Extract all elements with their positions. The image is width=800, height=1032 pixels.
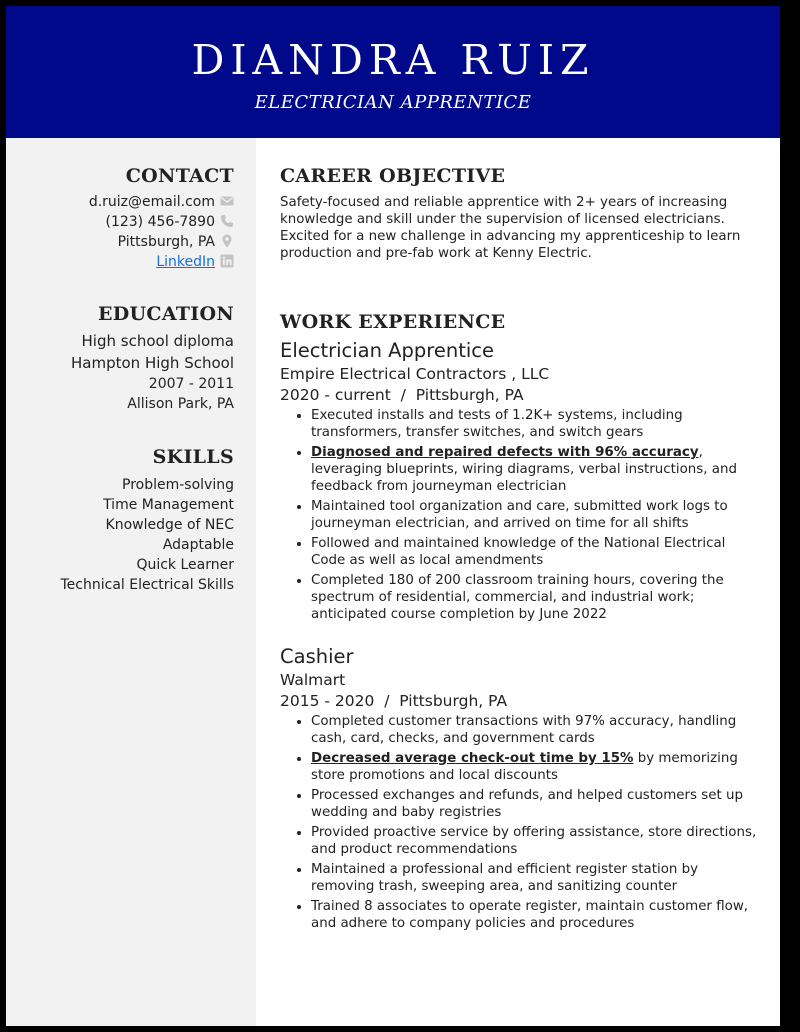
job-bullet [311, 787, 760, 821]
job-bullet [311, 824, 760, 858]
education-location: Allison Park, PA [127, 396, 234, 412]
education-heading: EDUCATION [98, 303, 234, 325]
education-section [14, 302, 234, 414]
job-bullet [311, 750, 760, 784]
bullet-highlight: Diagnosed and repaired defects with 96% accuracy [311, 445, 699, 460]
job-entry [280, 645, 760, 935]
skills-heading: SKILLS [152, 446, 234, 468]
job-bullet [311, 407, 760, 441]
job-title: Electrician Apprentice [280, 339, 495, 362]
bullet-text: Processed exchanges and refunds, and helped customers set up wedding and baby registries [311, 788, 743, 820]
job-company: Walmart [280, 671, 346, 689]
skill-item: Technical Electrical Skills [60, 577, 234, 593]
job-bullets [280, 713, 760, 932]
contact-location [14, 232, 234, 252]
education-years: 2007 - 2011 [148, 376, 234, 392]
job-bullet [311, 898, 760, 932]
candidate-title: ELECTRICIAN APPRENTICE [254, 92, 532, 113]
job-bullet [311, 572, 760, 623]
phone-text: (123) 456-7890 [105, 214, 215, 230]
skills-section [14, 445, 234, 595]
job-bullet [311, 861, 760, 895]
job-title: Cashier [280, 645, 354, 668]
bullet-text: Maintained a professional and efficient register station by removing trash, sweeping area, and sanitizing counter [311, 862, 699, 894]
education-school: Hampton High School [71, 354, 234, 372]
bullet-text: Maintained tool organization and care, submitted work logs to journeyman electrician, and arrived on time for all shifts [311, 499, 728, 531]
phone-icon [220, 214, 234, 228]
objective-text: Safety-focused and reliable apprentice with 2+ years of increasing knowledge and skill under the supervision of licensed electricians. Excited for a new challenge in advancing my apprenticeship to learn production and pre-fab work at Kenny Electric. [280, 195, 741, 261]
bullet-text: Provided proactive service by offering assistance, store directions, and product recommendations [311, 825, 757, 857]
location-text: Pittsburgh, PA [117, 234, 215, 250]
bullet-text: Executed installs and tests of 1.2K+ systems, including transformers, transfer switches, and switch gears [311, 408, 683, 440]
job-bullets [280, 407, 760, 623]
job-bullet [311, 444, 760, 495]
bullet-highlight: Decreased average check-out time by 15% [311, 751, 634, 766]
job-meta [280, 385, 760, 405]
linkedin-link[interactable]: LinkedIn [156, 254, 215, 270]
skill-item: Adaptable [162, 537, 234, 553]
job-dates: 2020 - current [280, 386, 391, 404]
objective-heading: CAREER OBJECTIVE [280, 165, 506, 187]
education-degree: High school diploma [81, 332, 234, 350]
bullet-text: , leveraging blueprints, wiring diagrams, verbal instructions, and feedback from journeyman electrician [311, 445, 737, 494]
resume-page [6, 6, 780, 1026]
bullet-text: Followed and maintained knowledge of the National Electrical Code as well as local amendments [311, 536, 726, 568]
job-meta [280, 691, 760, 711]
contact-email [14, 192, 234, 212]
sidebar [6, 138, 256, 1026]
linkedin-icon [220, 254, 234, 268]
job-separator: / [400, 386, 406, 404]
bullet-text: Completed 180 of 200 classroom training hours, covering the spectrum of residential, commercial, and industrial work; anticipated course completion by June 2022 [311, 573, 724, 622]
job-company: Empire Electrical Contractors , LLC [280, 365, 550, 383]
job-bullet [311, 713, 760, 747]
contact-heading: CONTACT [125, 165, 234, 187]
candidate-name: DIANDRA RUIZ [191, 36, 595, 84]
experience-heading: WORK EXPERIENCE [280, 311, 506, 333]
job-dates: 2015 - 2020 [280, 692, 375, 710]
contact-linkedin [14, 252, 234, 272]
job-entry [280, 339, 760, 626]
skill-item: Time Management [103, 497, 234, 513]
email-text: d.ruiz@email.com [88, 194, 215, 210]
bullet-text: by memorizing store promotions and local discounts [311, 751, 738, 783]
contact-section [14, 164, 234, 272]
bullet-text: Completed customer transactions with 97% accuracy, handling cash, card, checks, and government cards [311, 714, 737, 746]
skill-item: Quick Learner [136, 557, 234, 573]
job-location: Pittsburgh, PA [415, 386, 524, 404]
job-bullet [311, 535, 760, 569]
contact-phone [14, 212, 234, 232]
envelope-icon [220, 194, 234, 208]
bullet-text: Trained 8 associates to operate register, maintain customer flow, and adhere to company policies and procedures [311, 899, 749, 931]
skill-item: Knowledge of NEC [105, 517, 234, 533]
job-location: Pittsburgh, PA [399, 692, 508, 710]
job-separator: / [384, 692, 390, 710]
job-bullet [311, 498, 760, 532]
map-pin-icon [220, 234, 234, 248]
resume-header [6, 6, 780, 138]
skill-item: Problem-solving [122, 477, 234, 493]
